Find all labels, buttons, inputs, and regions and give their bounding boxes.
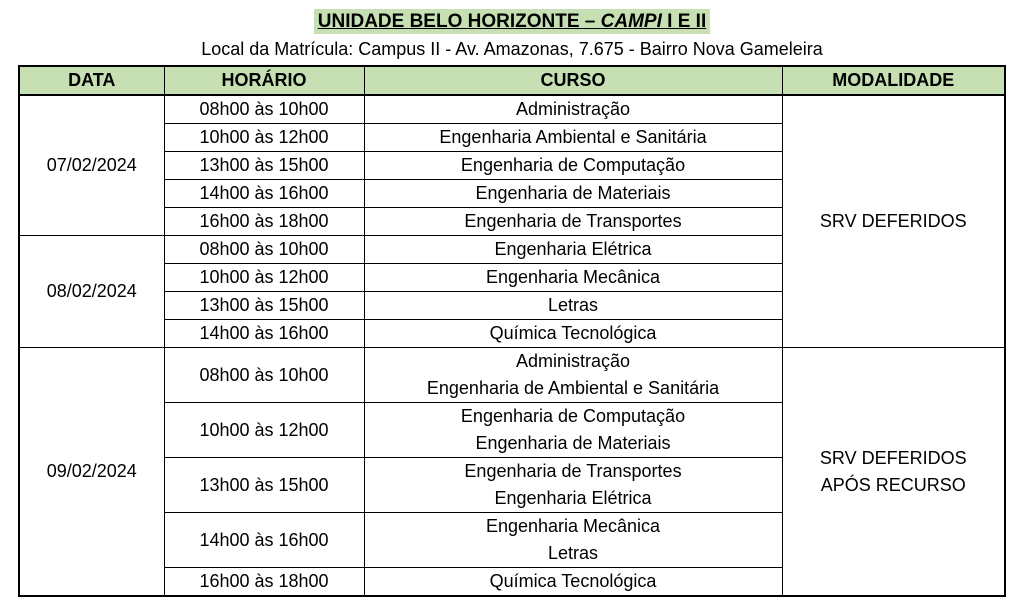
course-name: Engenharia Elétrica bbox=[494, 239, 652, 259]
course-cell bbox=[364, 208, 782, 236]
page-title bbox=[314, 9, 711, 34]
time-cell: 16h00 às 18h00 bbox=[164, 208, 364, 236]
time-cell: 08h00 às 10h00 bbox=[164, 348, 364, 403]
modality-text: SRV DEFERIDOS APÓS RECURSO bbox=[819, 447, 967, 495]
course-name: Engenharia de Ambiental e Sanitária bbox=[426, 378, 720, 398]
course-name: Engenharia de Transportes bbox=[464, 461, 682, 481]
time-cell: 13h00 às 15h00 bbox=[164, 458, 364, 513]
title-suffix: I E II bbox=[661, 11, 707, 32]
time-cell: 13h00 às 15h00 bbox=[164, 292, 364, 320]
course-cell bbox=[364, 348, 782, 403]
date-cell: 07/02/2024 bbox=[19, 95, 164, 236]
time-cell: 10h00 às 12h00 bbox=[164, 124, 364, 152]
modality-cell bbox=[782, 348, 1005, 597]
time-cell: 08h00 às 10h00 bbox=[164, 95, 364, 124]
date-cell: 08/02/2024 bbox=[19, 236, 164, 348]
time-cell: 14h00 às 16h00 bbox=[164, 180, 364, 208]
course-cell bbox=[364, 180, 782, 208]
time-cell: 10h00 às 12h00 bbox=[164, 264, 364, 292]
course-name: Engenharia de Materiais bbox=[475, 433, 671, 453]
course-name: Engenharia Elétrica bbox=[494, 488, 652, 508]
course-name: Engenharia Ambiental e Sanitária bbox=[439, 127, 707, 147]
time-cell: 14h00 às 16h00 bbox=[164, 513, 364, 568]
course-name: Engenharia de Transportes bbox=[464, 211, 682, 231]
course-cell bbox=[364, 264, 782, 292]
schedule-table bbox=[18, 65, 1006, 597]
title-prefix: UNIDADE BELO HORIZONTE – bbox=[317, 11, 601, 32]
course-name: Engenharia Mecânica bbox=[485, 516, 661, 536]
course-name: Letras bbox=[547, 543, 599, 563]
course-name: Química Tecnológica bbox=[489, 571, 657, 591]
header-time: HORÁRIO bbox=[164, 66, 364, 95]
course-cell bbox=[364, 458, 782, 513]
course-cell bbox=[364, 568, 782, 597]
course-name: Administração bbox=[515, 351, 631, 371]
course-name: Administração bbox=[515, 99, 631, 119]
course-cell bbox=[364, 320, 782, 348]
header-modality: MODALIDADE bbox=[782, 66, 1005, 95]
course-name: Engenharia de Materiais bbox=[475, 183, 671, 203]
course-cell bbox=[364, 124, 782, 152]
course-name: Engenharia de Computação bbox=[460, 406, 686, 426]
header-date: DATA bbox=[19, 66, 164, 95]
date-cell: 09/02/2024 bbox=[19, 348, 164, 597]
time-cell: 10h00 às 12h00 bbox=[164, 403, 364, 458]
subtitle: Local da Matrícula: Campus II - Av. Amazonas, 7.675 - Bairro Nova Gameleira bbox=[201, 39, 823, 59]
header-course: CURSO bbox=[364, 66, 782, 95]
course-cell bbox=[364, 152, 782, 180]
course-cell bbox=[364, 513, 782, 568]
time-cell: 16h00 às 18h00 bbox=[164, 568, 364, 597]
course-cell bbox=[364, 95, 782, 124]
title-italic: CAMPI bbox=[600, 11, 662, 32]
time-cell: 13h00 às 15h00 bbox=[164, 152, 364, 180]
table-row bbox=[19, 348, 1005, 403]
course-cell bbox=[364, 236, 782, 264]
course-name: Letras bbox=[547, 295, 599, 315]
course-name: Engenharia de Computação bbox=[460, 155, 686, 175]
course-cell bbox=[364, 292, 782, 320]
course-name: Engenharia Mecânica bbox=[485, 267, 661, 287]
table-row bbox=[19, 95, 1005, 124]
title-container bbox=[0, 9, 1024, 34]
time-cell: 14h00 às 16h00 bbox=[164, 320, 364, 348]
modality-cell: SRV DEFERIDOS bbox=[782, 95, 1005, 348]
time-cell: 08h00 às 10h00 bbox=[164, 236, 364, 264]
header-row bbox=[19, 66, 1005, 95]
course-cell bbox=[364, 403, 782, 458]
course-name: Química Tecnológica bbox=[489, 323, 657, 343]
